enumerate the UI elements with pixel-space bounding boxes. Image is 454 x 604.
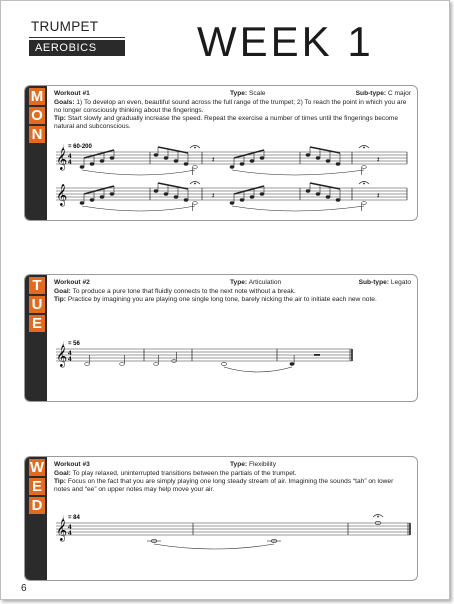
workout-type <box>230 279 281 287</box>
goal-text: To produce a pure tone that fluidly connects to the next note without a break. <box>72 288 296 295</box>
subtype-label: Sub-type: <box>355 90 387 97</box>
time-signature: 4 <box>68 159 72 166</box>
type-value: Articulation <box>248 279 282 286</box>
subtype-value: Legato <box>390 279 411 286</box>
sheet-music <box>52 511 411 555</box>
workout-number: Workout #3 <box>54 461 90 468</box>
workout-card-monday <box>24 85 418 221</box>
music-staff-monday <box>52 140 411 216</box>
day-letter: E <box>29 315 45 332</box>
day-label <box>27 88 47 145</box>
treble-clef-icon: 𝄞 <box>56 148 68 170</box>
workout-tip <box>54 115 411 131</box>
tempo-marking: ♩= 56 <box>62 341 80 347</box>
tempo-marking: ♩= 84 <box>62 515 80 521</box>
goals-text: 1) To develop an even, beautiful sound across the full range of the trumpet; 2) To reach the point in which you are no longer consciously thinking about the fingerings. <box>54 99 407 114</box>
quarter-rest-icon: 𝄽 <box>377 155 380 164</box>
tip-label: Tip: <box>54 478 66 485</box>
type-label: Type: <box>230 279 248 286</box>
workout-tip <box>54 478 411 494</box>
type-value: Flexibility <box>248 461 277 468</box>
workout-subtype <box>356 90 411 98</box>
goal-label: Goal: <box>54 288 71 295</box>
workout-tip <box>54 296 411 304</box>
treble-clef-icon: 𝄞 <box>56 184 68 206</box>
workout-type <box>230 461 276 469</box>
workout-goals <box>54 99 411 115</box>
day-label <box>27 459 47 516</box>
tip-text: Start slowly and gradually increase the speed. Repeat the exercise a number of times until the fingerings become natural and subconscious. <box>54 115 399 130</box>
subtype-value: C major <box>387 90 411 97</box>
quarter-rest-icon: 𝄽 <box>377 191 380 200</box>
time-signature: 4 <box>68 153 72 160</box>
workout-card-wednesday <box>24 456 418 581</box>
day-letter: T <box>29 277 45 294</box>
time-signature: 4 <box>68 356 72 363</box>
type-value: Scale <box>248 90 266 97</box>
tip-text: Practice by imagining you are playing one single long tone, barely nicking the air to initiate each new note. <box>67 296 377 303</box>
goal-text: To play relaxed, uninterrupted transitions between the partials of the trumpet. <box>72 470 297 477</box>
day-letter: N <box>29 126 45 143</box>
goal-label: Goal: <box>54 470 71 477</box>
day-letter: E <box>29 478 45 495</box>
goals-label: Goals: <box>54 99 75 106</box>
tip-label: Tip: <box>54 115 66 122</box>
brand-line2: AEROBICS <box>29 40 125 56</box>
time-signature: 4 <box>68 350 72 357</box>
day-letter: W <box>29 459 45 476</box>
workout-card-tuesday <box>24 274 418 402</box>
time-signature: 4 <box>68 530 72 537</box>
treble-clef-icon: 𝄞 <box>56 345 68 367</box>
brand-line1: TRUMPET <box>29 17 125 38</box>
sheet-music <box>52 140 411 216</box>
sheet-music <box>52 337 411 377</box>
workout-text <box>54 90 411 131</box>
workout-subtype <box>359 279 411 287</box>
day-letter: U <box>29 296 45 313</box>
half-rest-icon <box>314 354 320 356</box>
workout-number: Workout #2 <box>54 279 90 286</box>
time-signature: 4 <box>68 524 72 531</box>
day-letter: O <box>29 107 45 124</box>
subtype-label: Sub-type: <box>358 279 389 286</box>
workout-goal <box>54 288 411 296</box>
notes-group <box>80 146 369 212</box>
music-staff-tuesday <box>52 337 411 377</box>
page-number: 6 <box>21 583 27 594</box>
brand-logo <box>29 17 125 56</box>
workout-number: Workout #1 <box>54 90 90 97</box>
music-staff-wednesday <box>52 511 411 555</box>
workout-type <box>230 90 265 98</box>
tip-text: Focus on the fact that you are simply playing one long steady stream of air. Imagining the sounds “tah” on lower notes and “ee” on upper notes may help move your air. <box>54 478 394 493</box>
quarter-rest-icon: 𝄽 <box>212 191 215 200</box>
workout-text <box>54 461 411 494</box>
tip-label: Tip: <box>54 296 66 303</box>
quarter-rest-icon: 𝄽 <box>212 155 215 164</box>
day-letter: D <box>29 497 45 514</box>
type-label: Type: <box>230 90 248 97</box>
workout-goal <box>54 470 411 478</box>
workout-text <box>54 279 411 304</box>
type-label: Type: <box>230 461 248 468</box>
tempo-marking: ♩= 60-200 <box>62 144 92 150</box>
day-letter: M <box>30 88 44 105</box>
page-title: WEEK 1 <box>197 18 374 65</box>
day-label <box>27 277 47 334</box>
treble-clef-icon: 𝄞 <box>56 519 68 541</box>
